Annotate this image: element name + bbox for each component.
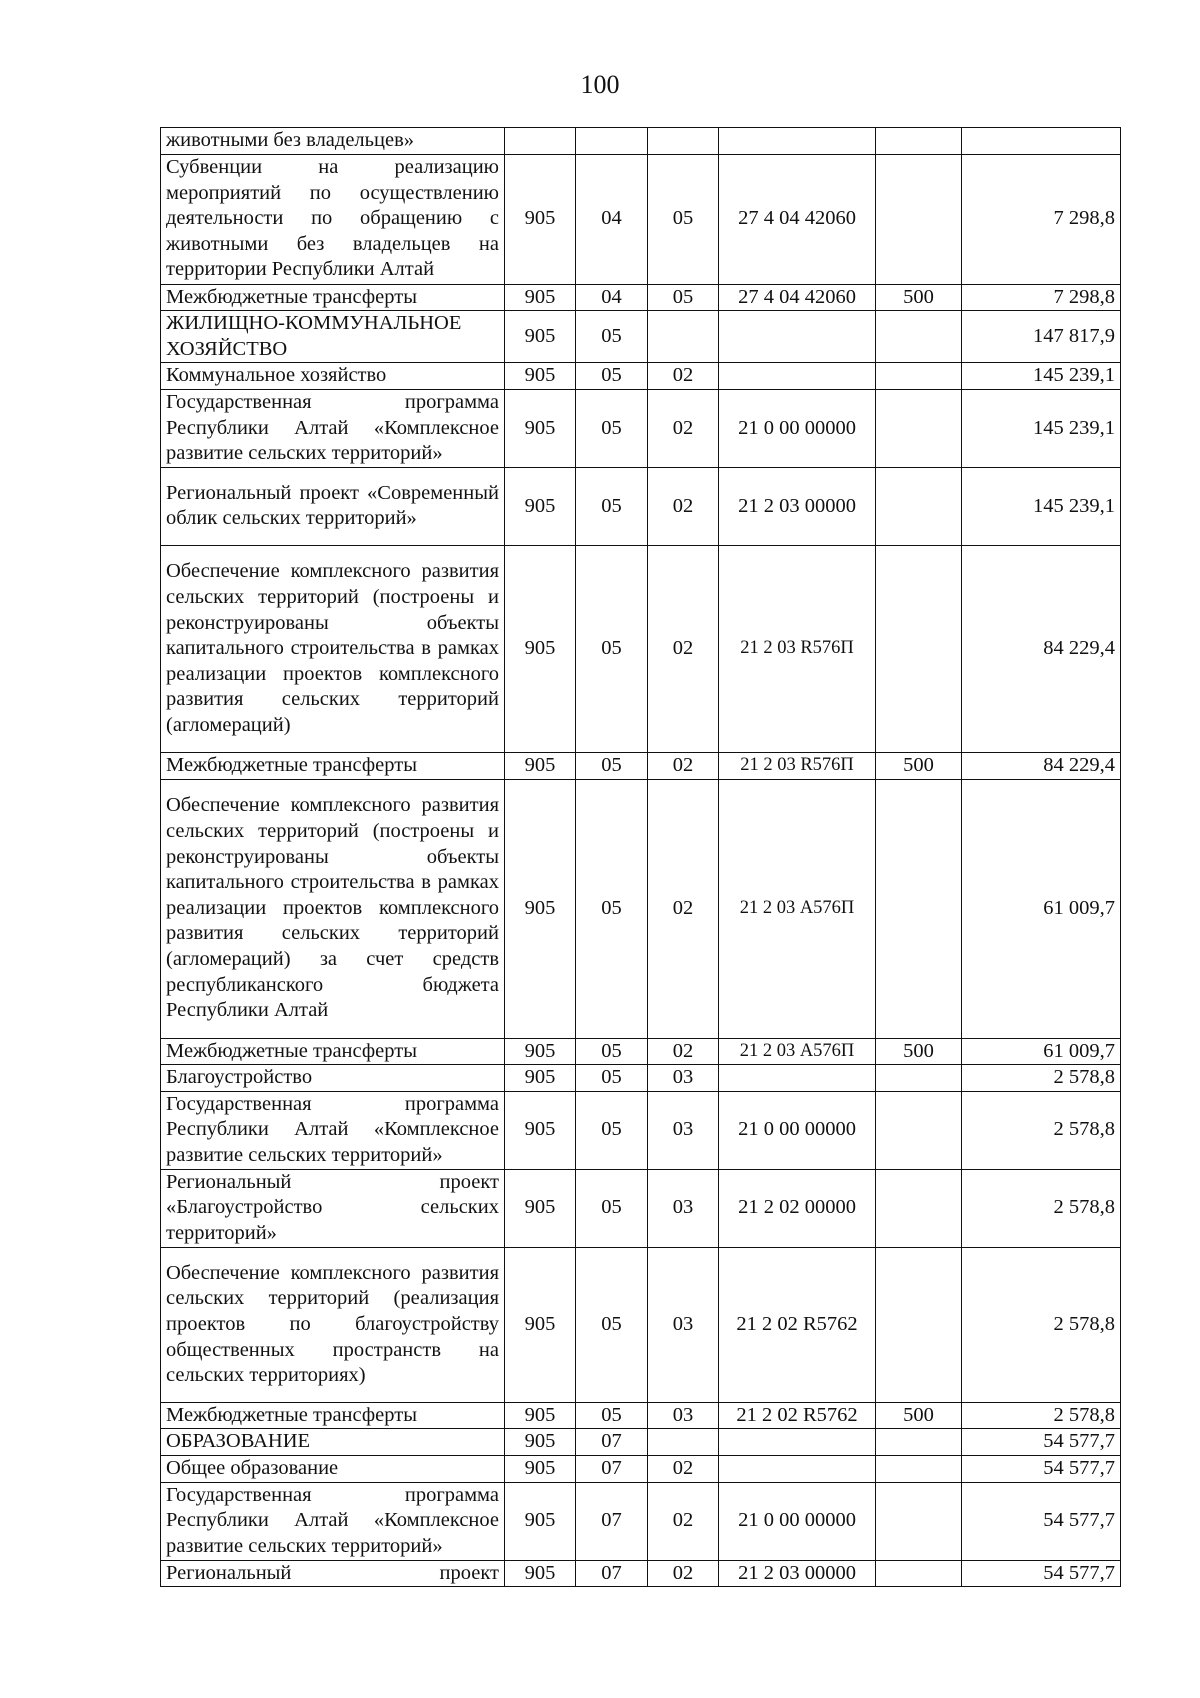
row-pr (648, 1429, 719, 1456)
row-csr: 21 2 02 R5762 (719, 1247, 876, 1402)
row-rz: 04 (576, 154, 648, 284)
row-csr: 21 2 03 R576П (719, 545, 876, 752)
row-pr: 02 (648, 467, 719, 545)
row-pr (648, 311, 719, 363)
table-row (161, 779, 1121, 1038)
row-sum: 2 578,8 (962, 1065, 1121, 1092)
row-name: Общее образование (161, 1455, 505, 1482)
row-sum: 7 298,8 (962, 154, 1121, 284)
table-row (161, 1482, 1121, 1560)
row-gr: 905 (505, 311, 576, 363)
budget-table (160, 127, 1121, 1587)
row-rz: 05 (576, 545, 648, 752)
table-row (161, 284, 1121, 311)
row-gr: 905 (505, 389, 576, 467)
row-vr (876, 779, 962, 1038)
table-row (161, 311, 1121, 363)
row-csr (719, 1065, 876, 1092)
row-gr: 905 (505, 1247, 576, 1402)
row-sum: 145 239,1 (962, 467, 1121, 545)
row-vr (876, 1482, 962, 1560)
row-sum: 54 577,7 (962, 1429, 1121, 1456)
row-csr (719, 363, 876, 390)
row-name: Коммунальное хозяйство (161, 363, 505, 390)
table-row (161, 1560, 1121, 1587)
row-name: животными без владельцев» (161, 128, 505, 155)
row-gr: 905 (505, 467, 576, 545)
row-csr: 21 2 03 00000 (719, 467, 876, 545)
row-pr (648, 128, 719, 155)
row-sum: 61 009,7 (962, 1038, 1121, 1065)
row-name: Благоустройство (161, 1065, 505, 1092)
row-sum: 54 577,7 (962, 1455, 1121, 1482)
row-rz: 05 (576, 1065, 648, 1092)
row-rz: 05 (576, 363, 648, 390)
row-sum: 145 239,1 (962, 363, 1121, 390)
row-pr: 03 (648, 1065, 719, 1092)
row-vr (876, 1091, 962, 1169)
row-name: Обеспечение комплексного развития сельских территорий (построены и реконструированы объекты капитального строительства в рамках реализации проектов комплексного развития сельских территорий (агломераций) (161, 545, 505, 752)
table-row (161, 1402, 1121, 1429)
row-vr (876, 389, 962, 467)
row-csr: 21 2 02 R5762 (719, 1402, 876, 1429)
row-sum: 54 577,7 (962, 1560, 1121, 1587)
table-row (161, 1429, 1121, 1456)
row-name: Межбюджетные трансферты (161, 284, 505, 311)
row-vr (876, 467, 962, 545)
row-pr: 02 (648, 545, 719, 752)
row-name: Межбюджетные трансферты (161, 1402, 505, 1429)
row-csr: 21 2 02 00000 (719, 1169, 876, 1247)
row-sum: 7 298,8 (962, 284, 1121, 311)
row-pr: 02 (648, 1038, 719, 1065)
row-gr: 905 (505, 363, 576, 390)
row-csr: 21 2 03 А576П (719, 779, 876, 1038)
row-sum: 2 578,8 (962, 1402, 1121, 1429)
row-rz: 07 (576, 1560, 648, 1587)
table-row (161, 1247, 1121, 1402)
row-name: Региональный проект «Благоустройство сельских территорий» (161, 1169, 505, 1247)
row-vr: 500 (876, 752, 962, 779)
row-csr (719, 1455, 876, 1482)
row-gr: 905 (505, 545, 576, 752)
row-pr: 03 (648, 1169, 719, 1247)
row-pr: 02 (648, 1455, 719, 1482)
row-sum: 84 229,4 (962, 545, 1121, 752)
row-name: Государственная программа Республики Алтай «Комплексное развитие сельских территорий» (161, 1482, 505, 1560)
table-row (161, 1455, 1121, 1482)
row-gr: 905 (505, 1065, 576, 1092)
row-vr (876, 128, 962, 155)
row-gr: 905 (505, 1402, 576, 1429)
row-sum (962, 128, 1121, 155)
row-sum: 147 817,9 (962, 311, 1121, 363)
row-pr: 02 (648, 752, 719, 779)
row-name: Обеспечение комплексного развития сельских территорий (построены и реконструированы объекты капитального строительства в рамках реализации проектов комплексного развития сельских территорий (агломераций) за счет средств республиканского бюджета Республики Алтай (161, 779, 505, 1038)
row-sum: 2 578,8 (962, 1169, 1121, 1247)
row-csr: 27 4 04 42060 (719, 284, 876, 311)
row-pr: 02 (648, 1560, 719, 1587)
row-rz: 07 (576, 1455, 648, 1482)
row-csr: 21 2 03 00000 (719, 1560, 876, 1587)
row-rz: 05 (576, 1169, 648, 1247)
row-csr: 21 2 03 А576П (719, 1038, 876, 1065)
row-sum: 2 578,8 (962, 1091, 1121, 1169)
table-row (161, 128, 1121, 155)
row-csr: 21 0 00 00000 (719, 1482, 876, 1560)
table-row (161, 1065, 1121, 1092)
row-vr (876, 1560, 962, 1587)
row-gr: 905 (505, 1482, 576, 1560)
row-gr (505, 128, 576, 155)
row-gr: 905 (505, 1091, 576, 1169)
row-rz: 05 (576, 779, 648, 1038)
row-vr (876, 1455, 962, 1482)
table-row (161, 1169, 1121, 1247)
row-rz: 05 (576, 1038, 648, 1065)
row-gr: 905 (505, 1455, 576, 1482)
row-vr (876, 1169, 962, 1247)
row-pr: 03 (648, 1247, 719, 1402)
row-sum: 2 578,8 (962, 1247, 1121, 1402)
row-pr: 03 (648, 1091, 719, 1169)
row-csr: 21 0 00 00000 (719, 1091, 876, 1169)
row-rz (576, 128, 648, 155)
row-rz: 05 (576, 389, 648, 467)
page-number: 100 (580, 70, 620, 99)
table-row (161, 1038, 1121, 1065)
row-vr (876, 545, 962, 752)
table-row (161, 545, 1121, 752)
row-name: Государственная программа Республики Алтай «Комплексное развитие сельских территорий» (161, 1091, 505, 1169)
row-rz: 05 (576, 1402, 648, 1429)
row-pr: 02 (648, 389, 719, 467)
row-csr (719, 128, 876, 155)
row-csr: 21 2 03 R576П (719, 752, 876, 779)
row-pr: 05 (648, 154, 719, 284)
row-gr: 905 (505, 1038, 576, 1065)
row-gr: 905 (505, 1560, 576, 1587)
row-vr (876, 311, 962, 363)
row-rz: 05 (576, 467, 648, 545)
row-vr (876, 1065, 962, 1092)
table-row (161, 467, 1121, 545)
row-csr: 21 0 00 00000 (719, 389, 876, 467)
row-csr (719, 1429, 876, 1456)
row-rz: 07 (576, 1429, 648, 1456)
row-name: Субвенции на реализацию мероприятий по осуществлению деятельности по обращению с животными без владельцев на территории Республики Алтай (161, 154, 505, 284)
row-pr: 02 (648, 1482, 719, 1560)
table-row (161, 363, 1121, 390)
row-rz: 05 (576, 1247, 648, 1402)
row-name: Региональный проект (161, 1560, 505, 1587)
row-gr: 905 (505, 779, 576, 1038)
table-row (161, 752, 1121, 779)
table-row (161, 154, 1121, 284)
row-sum: 84 229,4 (962, 752, 1121, 779)
row-pr: 05 (648, 284, 719, 311)
row-vr (876, 154, 962, 284)
row-rz: 05 (576, 311, 648, 363)
row-vr: 500 (876, 284, 962, 311)
row-pr: 03 (648, 1402, 719, 1429)
row-sum: 145 239,1 (962, 389, 1121, 467)
row-name: Обеспечение комплексного развития сельских территорий (реализация проектов по благоустройству общественных пространств на сельских территориях) (161, 1247, 505, 1402)
row-vr (876, 1247, 962, 1402)
row-gr: 905 (505, 752, 576, 779)
row-rz: 07 (576, 1482, 648, 1560)
row-rz: 05 (576, 752, 648, 779)
row-vr (876, 363, 962, 390)
row-name: Региональный проект «Современный облик сельских территорий» (161, 467, 505, 545)
row-pr: 02 (648, 363, 719, 390)
row-gr: 905 (505, 154, 576, 284)
row-name: Межбюджетные трансферты (161, 1038, 505, 1065)
row-rz: 05 (576, 1091, 648, 1169)
row-name: Межбюджетные трансферты (161, 752, 505, 779)
table-row (161, 389, 1121, 467)
row-name: ОБРАЗОВАНИЕ (161, 1429, 505, 1456)
row-gr: 905 (505, 1169, 576, 1247)
row-csr: 27 4 04 42060 (719, 154, 876, 284)
row-sum: 54 577,7 (962, 1482, 1121, 1560)
row-vr: 500 (876, 1038, 962, 1065)
row-pr: 02 (648, 779, 719, 1038)
table-row (161, 1091, 1121, 1169)
row-rz: 04 (576, 284, 648, 311)
row-name: ЖИЛИЩНО-КОММУНАЛЬНОЕ ХОЗЯЙСТВО (161, 311, 505, 363)
row-gr: 905 (505, 284, 576, 311)
row-name: Государственная программа Республики Алтай «Комплексное развитие сельских территорий» (161, 389, 505, 467)
row-csr (719, 311, 876, 363)
row-sum: 61 009,7 (962, 779, 1121, 1038)
row-vr (876, 1429, 962, 1456)
row-gr: 905 (505, 1429, 576, 1456)
row-vr: 500 (876, 1402, 962, 1429)
